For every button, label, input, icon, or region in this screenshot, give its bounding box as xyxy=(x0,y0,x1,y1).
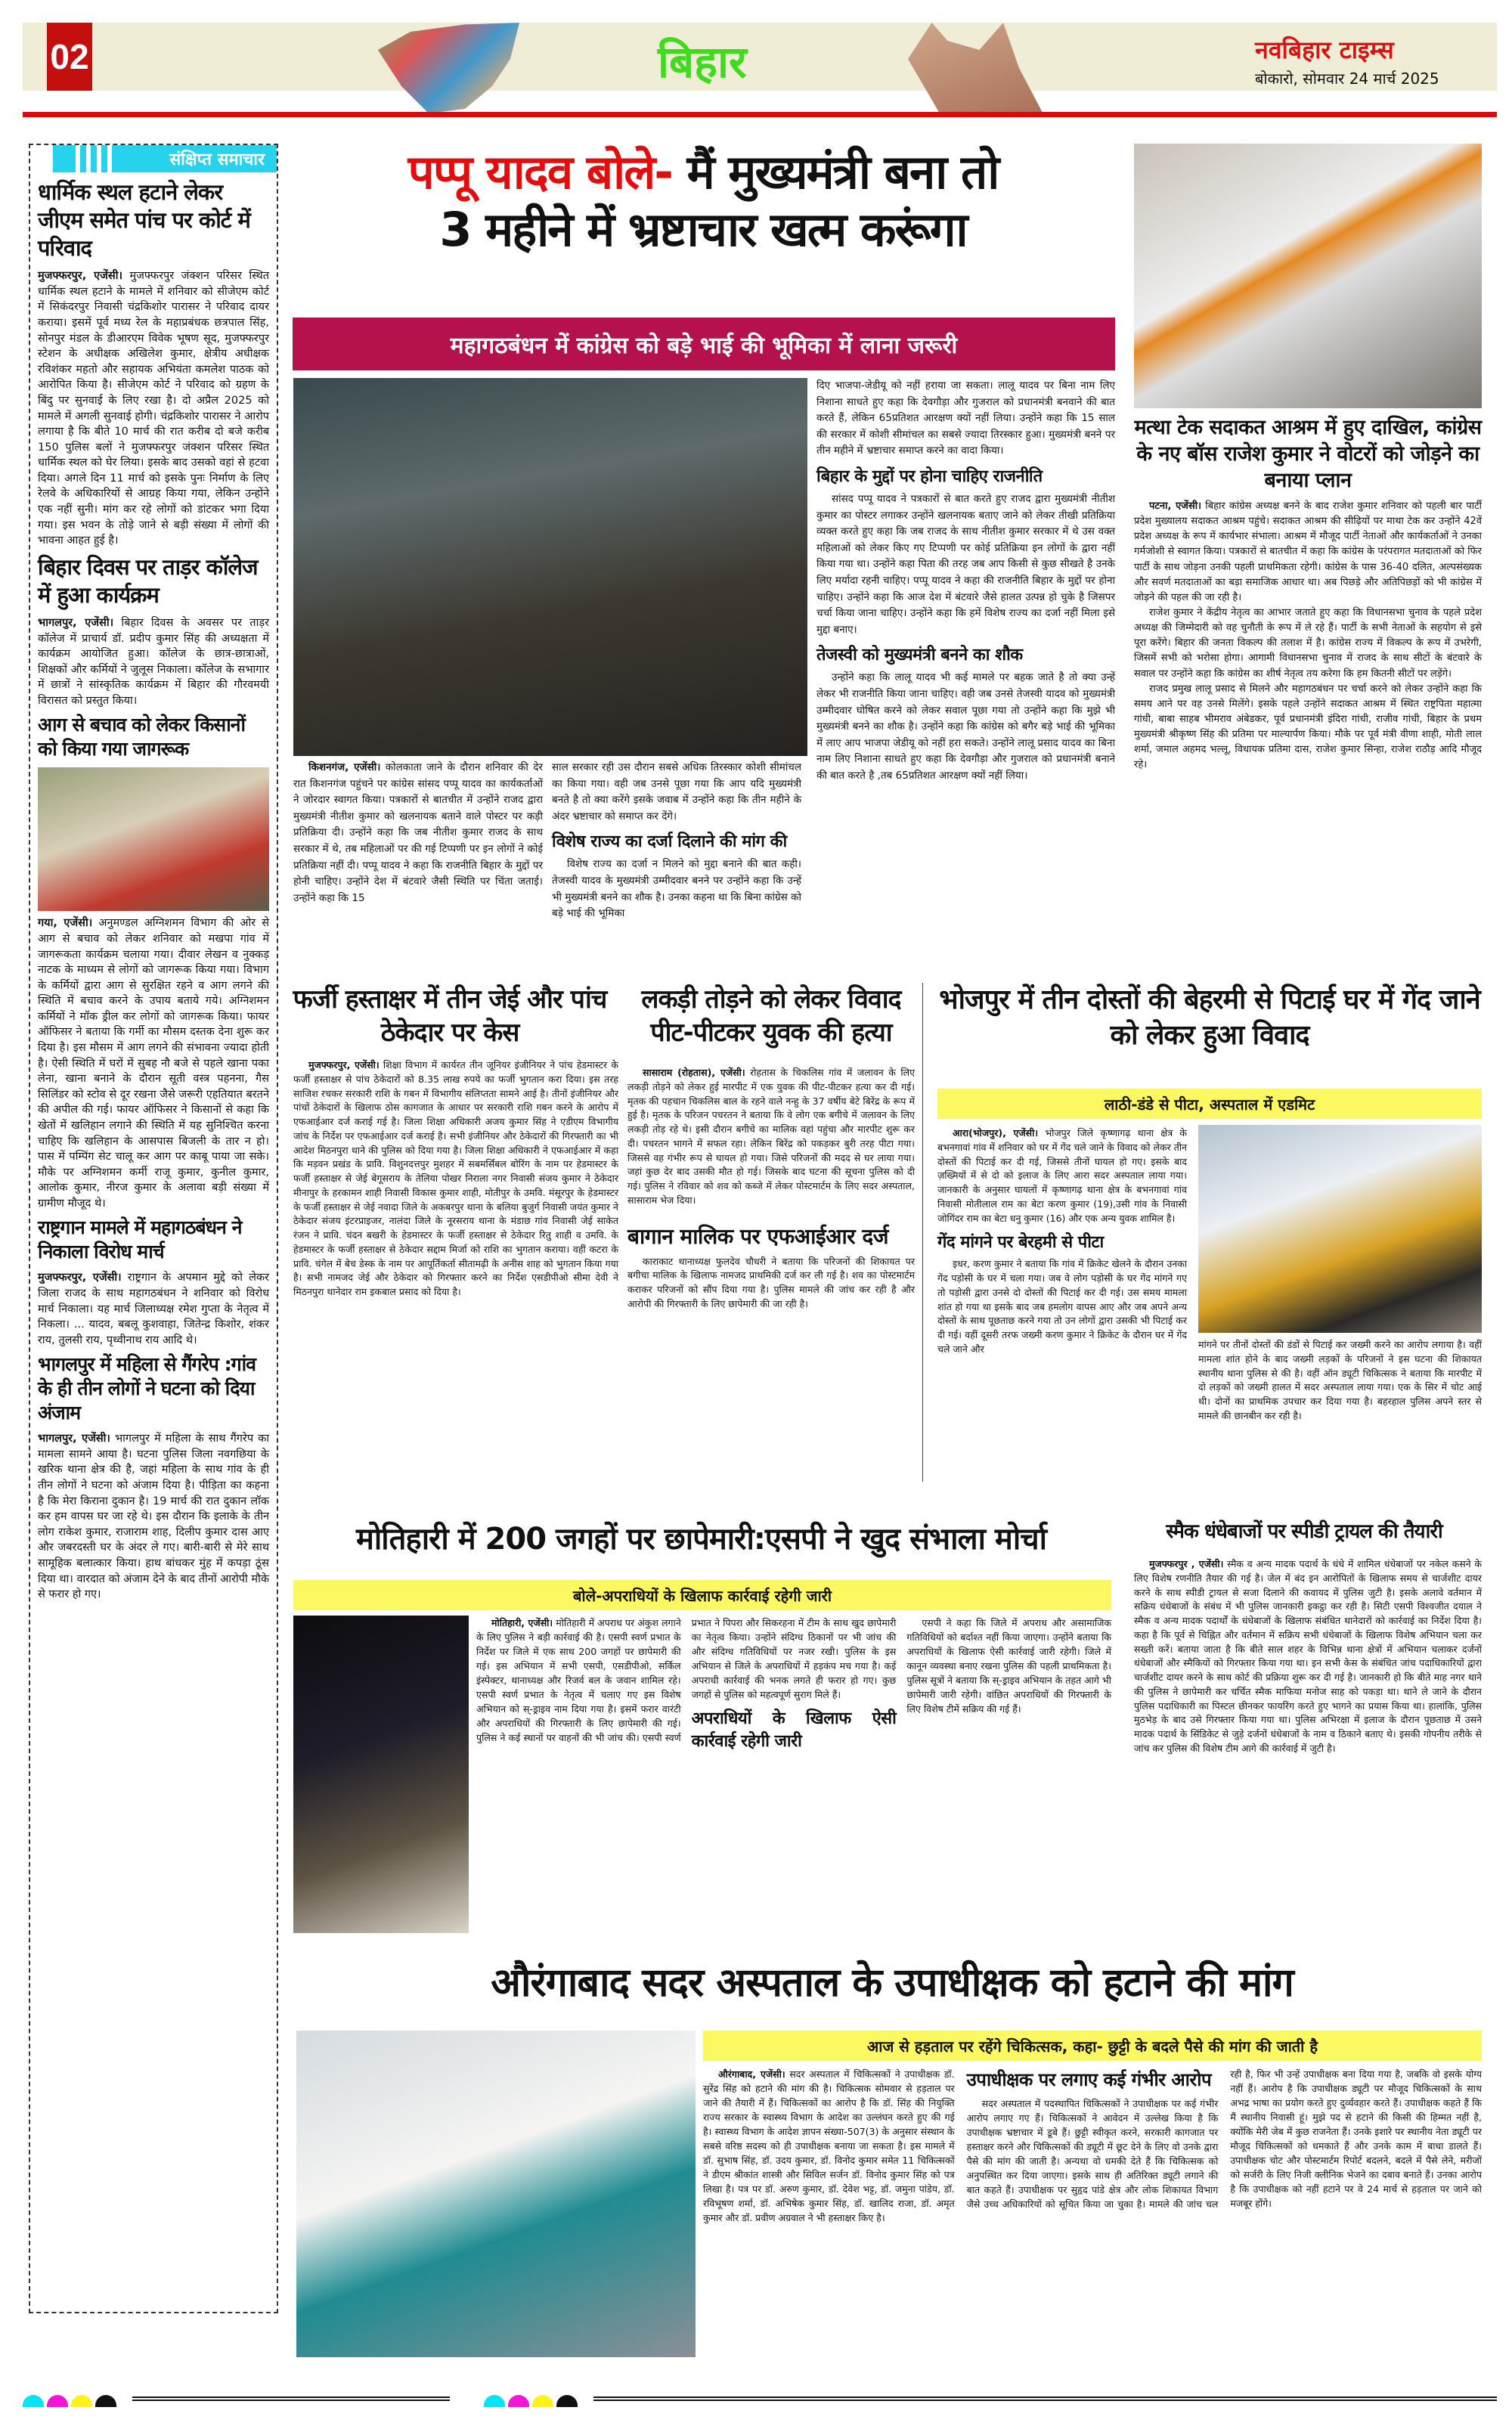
fire-awareness-photo xyxy=(38,767,269,911)
brief-headline: धार्मिक स्थल हटाने लेकर जीएम समेत पांच पर कोर्ट में परिवाद xyxy=(38,179,250,262)
subsection-title: बागान मालिक पर एफआईआर दर्ज xyxy=(627,1223,889,1249)
lead-headline xyxy=(291,144,1115,258)
subsection-title: अपराधियों के खिलाफ ऐसी कार्रवाई रहेगी जारी xyxy=(691,1709,897,1751)
brief-text: राष्ट्रगान के अपमान मुद्दे को लेकर जिला राजद के साथ महागठबंधन ने शनिवार को विरोध मार्च निकाला। यह मार्च जिलाध्यक्ष रमेश गुप्ता के नेतृत्व में निकला। ... यादव, बबलू कुशवाहा, जितेन्द्र किशोर, शंकर राय, तुलसी राय, पृथ्वीनाथ राय आदि थे। xyxy=(38,1272,269,1346)
police-raid-photo xyxy=(293,1616,469,1933)
hospital-doctors-photo xyxy=(296,2031,696,2357)
lead-text: साल सरकार रही उस दौरान सबसे अधिक तिरस्कार कोशी सीमांचल का किया गया। वही जब उनसे पूछा गया कि आप यदि मुख्यमंत्री बनते है तो क्या करेंगे इसके जवाब में उन्होंने कहा कि तीन महीने के अंदर भ्रष्टाचार को समाप्त कर देंगे। xyxy=(552,761,801,823)
briefs-column xyxy=(29,144,278,2313)
pappu-yadav-crowd-photo xyxy=(293,378,807,756)
dateline: औरंगाबाद, एजेंसी। xyxy=(718,2068,785,2080)
brief-headline: राष्ट्रगान मामले में महागठबंधन ने निकाला विरोध मार्च xyxy=(38,1216,242,1263)
dateline: भागलपुर, एजेंसी। xyxy=(38,616,114,629)
injured-youth-photo xyxy=(1198,1125,1482,1333)
brief-text: बिहार दिवस के अवसर पर ताड़र कॉलेज में प्राचार्य डॉ. प्रदीप कुमार सिंह की अध्यक्षता में कार्यक्रम आयोजित हुआ। कॉलेज के छात्र-छात्राओं, शिक्षकों और कर्मियों ने जुलूस निकाला। कॉलेज के सभागार में छात्रों ने सांस्कृतिक कार्यक्रम में बिहार की गौरवमयी विरासत को प्रस्तुत किया। xyxy=(38,616,270,707)
bhojpur-headline: भोजपुर में तीन दोस्तों की बेहरमी से पिटाई घर में गेंद जाने को लेकर हुआ विवाद xyxy=(939,984,1480,1051)
dateline: भागलपुर, एजेंसी। xyxy=(38,1433,110,1445)
lead-headline-red: पप्पू यादव बोले- xyxy=(407,144,672,200)
story-text: सदर अस्पताल में पदस्थापित चिकित्सकों ने उपाधीक्षक पर कई गंभीर आरोप लगाए गए हैं। चिकित्सकों ने आवेदन में उल्लेख किया है कि उपाधीक्षक भ्रष्टाचार में डूबे हैं। छुट्टी स्वीकृत करने, सरकारी कागजात पर हस्ताक्षर करने और चिकित्सकों की ड्यूटी में छूट देने के लिए वो उनके द्वारा पैसे की मांग की जाती है। अन्यथा वो धमकी देते हैं कि चिकित्सक को अनुपस्थित कर दिया जाएगा। इसके साथ ही अतिरिक्त ड्यूटी लगाने की बात कहते हैं। उपाधीक्षक पर सुहृद पांडे क्षेत्र और लोक शिकायत विभाग जैसे उच्च अधिकारियों को सूचित किया जा चुका है। मामले की जांच चल रही है, फिर भी उन्हें उपाधीक्षक बना दिया गया है, जबकि वो इसके योग्य नहीं हैं। आरोप है कि उपाधीक्षक ड्यूटी पर मौजूद चिकित्सकों के साथ अभद्र भाषा का प्रयोग करते हुए दुर्व्यवहार करते हैं। उपाधीक्षक कहते हैं कि मैं स्थानीय निवासी हूं। मुझे पद से हटाने की किसी की हिम्मत नहीं है, क्योंकि मेरी जेब में कुछ राजनेता हैं। उनके इशारे पर स्थानीय नेता ड्यूटी पर मौजूद चिकित्सकों को धमकाते हैं और उनके काम में बाधा डालते हैं। उपाधीक्षक चोट और पोस्टमार्टम रिपोर्ट बदलने, बदले में पैसे लेने, मरीजों को सर्जरी के लिए निजी क्लीनिक भेजने का दबाव बनाते हैं। उनका आरोप है कि उपाधीक्षक को नहीं हटाने पर वे 24 मार्च से हड़ताल पर जाने को मजबूर होंगे। xyxy=(966,2068,1482,2210)
brief-body xyxy=(38,268,269,548)
lead-subsection-title: तेजस्वी को मुख्यमंत्री बनने का शौक xyxy=(816,646,1023,665)
lead-headline-line1: मैं मुख्यमंत्री बना तो xyxy=(686,144,999,200)
brief-text: मुजफ्फरपुर जंक्शन परिसर स्थित धार्मिक स्थल हटाने के मामले में शनिवार को सीजेएम कोर्ट में सिकंदरपुर निवासी चंद्रकिशोर पारासर ने परिवाद दायर कराया। इसमें पूर्व मध्य रेल के महाप्रबंधक छत्रपाल सिंह, सोनपुर मंडल के डीआरएम विवेक भूषण सूद, मुजफ्फरपुर स्टेशन के अधीक्षक अखिलेश कुमार, क्षेत्रीय अधीक्षक रविशंकर महतो और सहायक अभियंता कमलेश पाठक को आरोपित किया है। सीजेएम कोर्ट ने परिवाद को ग्रहण के बिंदु पर सुनवाई के लिए रखा है। दो अप्रैल 2025 को मामले में अगली सुनवाई होगी। चंद्रकिशोर पारासर ने आरोप लगाया है कि बीते 10 मार्च की रात करीब दो बजे करीब 150 पुलिस बलों ने मुजफ्फरपुर जंक्शन परिसर स्थित धार्मिक स्थल को घेर लिया। इसके बाद उसको वहां से हटवा दिया। अगले दिन 11 मार्च को इसके पुनः निर्माण के लिए रेलवे के अधिकारियों से आग्रह किया गया, लेकिन उन्होंने एक नहीं सुनी। मांग कर रहे लोगों को डांटकर भगा दिया गया। इस भवन के तोड़े जाने से बड़ी संख्या में लोगों की भावना आहत हुई है। xyxy=(38,270,269,547)
lead-text: कोलकाता जाने के दौरान शनिवार की देर रात किशनगंज पहुंचने पर कांग्रेस सांसद पप्पू यादव का कार्यकर्ताओं ने जोरदार स्वागत किया। पत्रकारों से बातचीत में उन्होंने राजद द्वारा मुख्यमंत्री नीतीश कुमार को खलनायक बताने वाले पोस्टर पर कड़ी प्रतिक्रिया दी। उन्होंने कहा कि जब नीतीश कुमार राजद के साथ सरकार में थे, तब महिलाओं पर की गई टिप्पणी पर इन लोगों ने कोई प्रतिक्रिया नहीं दी। पप्पू यादव ने कहा कि राजनीति बिहार के मुद्दों पर होनी चाहिए। उन्होंने देश में बंटवारे जैसी स्थिति पर चिंता जताई। उन्होंने कहा कि 15 xyxy=(293,761,543,904)
dateline: पटना, एजेंसी। xyxy=(1149,500,1202,512)
right-story-text: राजद प्रमुख लालू प्रसाद से मिलने और महागठबंधन पर चर्चा करने को लेकर उन्होंने कहा कि समय आने पर वह उनसे मिलेंगे। इसके पहले उन्होंने सदाकत आश्रम में स्थित राष्ट्रपिता महात्मा गांधी, बाबा साहब भीमराव अंबेडकर, पूर्व प्रधानमंत्री इंदिरा गांधी, राजीव गांधी, बिहार के प्रथम मुख्यमंत्री श्रीकृष्ण सिंह की प्रतिमा पर माल्यार्पण किया। मौके पर पूर्व मंत्री वीणा शाही, मोती लाल शर्मा, जमाल अहमद भल्लू, विधायक प्रतिमा दास, राजेश कुमार सिन्हा, राजेश राठौड़ आदि मौजूद रहे। xyxy=(1134,683,1482,771)
subsection-title: गेंद मांगने पर बेरहमी से पीटा xyxy=(937,1233,1104,1253)
page-number-badge: 02 xyxy=(47,23,92,91)
column-divider xyxy=(922,983,923,1482)
story-text: एसपी ने कहा कि जिले में अपराध और असामाजिक गतिविधियों को बर्दाश्त नहीं किया जाएगा। उन्होंने बताया कि अपराधियों के खिलाफ ऐसी कार्रवाई जारी रहेगी। जिले में कानून व्यवस्था बनाए रखना पुलिस की पहली प्राथमिकता है। पुलिस सूत्रों ने बताया कि स्-ड्राइव अभियान के तहत आगे भी छापेमारी जारी रहेगी। वांछित अपराधियों की गिरफ्तारी के लिए विशेष टीमें सक्रिय की गई हैं। xyxy=(906,1617,1111,1715)
lead-subsection-title: बिहार के मुद्दों पर होना चाहिए राजनीति xyxy=(816,466,1043,486)
black-mark xyxy=(95,2395,116,2407)
story-text: सदर अस्पताल में चिकित्सकों ने उपाधीक्षक डॉ. सुरेंद्र सिंह को हटाने की मांग की है। चिकित्सक सोमवार से हड़ताल पर जाने की तैयारी में हैं। चिकित्सकों का आरोप है कि डॉ. सिंह की नियुक्ति राज्य सरकार के स्वास्थ्य विभाग के आदेश का उल्लंघन करते हुए की गई है। स्वास्थ्य विभाग के आदेश ज्ञापन संख्या-507(3) के अनुसार संस्थान के सबसे वरिष्ठ सदस्य को ही उपाधीक्षक बनाया जा सकता है। इस मामले में डॉ. सुभाष सिंह, डॉ. उदय कुमार, डॉ. विनोद कुमार समेत 11 चिकित्सकों ने डीएम श्रीकांत शास्त्री और सिविल सर्जन डॉ. विनोद कुमार सिंह को पत्र लिखा है। पत्र पर डॉ. अरुण कुमार, डॉ. देवेश भट्ट, डॉ. जमुना पांडेय, डॉ. रविभूषण शर्मा, डॉ. अभिषेक कुमार सिंह, डॉ. खालिद राजा, डॉ. अमृत कुमार और डॉ. प्रवीण अग्रवाल ने भी हस्ताक्षर किए है। xyxy=(703,2068,955,2223)
brief-body xyxy=(38,615,269,708)
yellow-mark xyxy=(71,2395,92,2407)
fake-signature-headline: फर्जी हस्ताक्षर में तीन जेई और पांच ठेकेदार पर केस xyxy=(293,984,607,1049)
story-text: रोहतास के चिकलिस गांव में जलावन के लिए लकड़ी तोड़ने को लेकर हुई मारपीट में एक युवक की पीट-पीटकर हत्या कर दी गई। मृतक की पहचान चिकलिस बाल के रहने वाले नन्हु के 37 वर्षीय बेटे बिरेंद्र के रूप में हुई है। मृतक के परिजन पचरतन ने बताया कि वे लोग एक बगीचे में जलावन के लिए लकड़ी तोड़ रहे थे। इसी दौरान बगीचे का मालिक वहां पहुंचा और मारपीट शुरू कर दी। पचरतन भागने में सफल रहा। लेकिन बिरेंद्र को पकड़कर बुरी तरह पीटा गया। जिससे वह गंभीर रूप से घायल हो गया। जिसे परिजनों की मदद से घर लाया गया। जहां कुछ देर बाद उसकी मौत हो गई। जिसके बाद घटना की सूचना पुलिस को दी गई। पुलिस ने रविवार को शव को कब्जे में लेकर पोस्टमार्टम के लिए सदर अस्पताल, सासाराम भेज दिया। xyxy=(627,1067,915,1206)
briefs-title: संक्षिप्त समाचार xyxy=(169,150,265,169)
story-text: इधर, करण कुमार ने बताया कि गांव में क्रिकेट खेलने के दौरान उनका गेंद पड़ोसी के घर में चला गया। जब वे लोग पड़ोसी के घर गेंद मांगने गए तो पड़ोसी द्वारा उनसे दो दोस्तों की पिटाई कर दी गई। उस समय मामला शांत हो गया था इसके बाद जब हमलोग वापस आए और जब अपने अन्य दोस्तों के साथ पूछताछ करने गया तो उन लोगों द्वारा उसकी भी पिटाई कर दी गई। वहीं दूसरी तरफ जख्मी करण कुमार ने क्रिकेट के दौरान घर में गेंद चले जाने और xyxy=(937,1258,1187,1355)
dateline: किशनगंज, एजेंसी। xyxy=(308,761,381,773)
brief-body xyxy=(38,916,269,1211)
lead-text: उन्होंने कहा कि लालू यादव भी कई मामले पर बहक जाते है तो क्या उन्हें लेकर भी राजनीति किया जाना चाहिए। वही जब उनसे तेजस्वी यादव को मुख्यमंत्री उम्मीदवार घोषित करने को लेकर सवाल पूछा गया तो उन्होंने कहा कि मुझे भी मुख्यमंत्री बनने का शौक है। उन्होंने कहा कि कांग्रेस को बगैर बड़े भाई की भूमिका में लाए आप भाजपा जेडीयू को नहीं हरा सकते। उन्होंने लालू प्रसाद यादव का बिना नाम लिए निशाना साधते हुए कहा कि देवगौड़ा और गुजराल को प्रधानमंत्री बनाने की बात करते है ,तब 65प्रतिशत आरक्षण क्यों नहीं लिया। xyxy=(816,671,1115,782)
smack-headline: स्मैक धंधेबाजों पर स्पीडी ट्रायल की तैयारी xyxy=(1166,1520,1442,1543)
brief-body xyxy=(38,1431,269,1602)
section-title: बिहार xyxy=(658,36,747,88)
wood-dispute-headline: लकड़ी तोड़ने को लेकर विवाद पीट-पीटकर युवक की हत्या xyxy=(641,984,901,1049)
story-text: स्मैक व अन्य मादक पदार्थ के धंधे में शामिल धंधेबाजों पर नकेल कसने के लिए विशेष रणनीति तैयार की गई है। जेल में बंद इन आरोपितों के खिलाफ समय से चार्जशीट दायर करने के साथ स्पीडी ट्रायल से सजा दिलाने की कवायद में पुलिस जुटी है। इसके अलावे वर्तमान में सक्रिय धंधेबाजों के संबंध में भी पुलिस जानकारी इकट्ठा कर रही है। सिटी एसपी विश्वजीत दयाल ने स्मैक व अन्य मादक पदार्थों के धंधेबाजों के खिलाफ संबंधित थानेदारों को कार्रवाई का निर्देश दिया है। कहा है कि पूर्व से चिह्नित और वर्तमान में सक्रिय सभी धंधेबाजों के खिलाफ विशेष अभियान चला कर सख्ती करें। बताया जाता है कि बीते साल शहर के विभिन्न थाना क्षेत्रों में अभियान चलाकर दर्जनों धंधेबाजों और स्मैकियों को गिरफ्तार किया गया था। इन सभी केस के संबंधित जांच पदाधिकारियों द्वारा चार्जशीट दायर करने के साथ कोर्ट की प्रक्रिया शुरू कर दी गई है। जानकारी हो कि बीते माह नगर थाने की पुलिस ने छापेमारी कर चर्चित स्मैक माफिया मनोज साह को पकड़ा था। थाने ले जाने के दौरान पुलिस पदाधिकारी का पिस्टल छीनकर फायरिंग करते हुए भागने का प्रयास किया था। हालांकि, पुलिस मुठभेड़ के बाद उसे गिरफ्तार किया गया था। पुलिस अभिरक्षा में इलाज के दौरान पूछताछ में उसने मादक पदार्थ के सिंडिकेट से जुड़े दर्जनों धंधेबाजों के नाम व ठिकाने बताए थे। इसकी गोपनीय तरीके से जांच कर पुलिस की विशेष टीम आगे की कार्रवाई में जुटी है। xyxy=(1134,1558,1482,1754)
brief-text: अनुमण्डल अग्निशमन विभाग की ओर से आग से बचाव को लेकर शनिवार को मखपा गांव में जागरूकता कार्यक्रम चलाया गया। दीवार लेखन व नुक्कड़ नाटक के माध्यम से लोगों को जागरूक किया गया। विभाग के कर्मियों द्वारा आग से सुरक्षित रहने व आग लगने की स्थिति में बचाव करने के उपाय बताये गये। अग्निशमन कर्मियों ने मॉक ड्रील कर लोगों को जागरूक किया। फायर ऑफिसर ने बताया कि गर्मी का मौसम दस्तक देना शुरू कर दिया है। इस मौसम में आग लगने की संभावना ज्यादा होती है। ऐसी स्थिति में घरों में सुबह नौ बजे से पहले खाना पका लेना, खाना बनाने के दौरान सूती वस्त्र पहनना, गैस सिलिंडर को स्टोव से दूर रखना जैसे जरूरी एहतियात बरतने की अपील की गई। फायर ऑफिसर ने किसानों से कहा कि खेतों में खलिहान लगाने की स्थिति में यह सुनिश्चित करना चाहिए कि खलिहान के आसपास बिजली के तार न हो। पास में पम्पिंग सेट चालू कर आग पर काबू पाया जा सके। मौके पर अग्निशमन कर्मी राजू कुमार, कुनील कुमार, आलोक कुमार, नीरज कुमार के अलावा बड़ी संख्या में ग्रामीण मौजूद थे। xyxy=(38,917,270,1210)
paper-name: नवबिहार टाइम्स xyxy=(1255,36,1394,64)
lead-column-2 xyxy=(552,760,801,922)
brief-body xyxy=(38,1270,269,1348)
right-story-text: बिहार कांग्रेस अध्यक्ष बनने के बाद राजेश कुमार शनिवार को पहली बार पार्टी प्रदेश मुख्यालय सदाकत आश्रम पहुंचे। सदाकत आश्रम की सीढ़ियों पर माथा टेक कर उन्होंने 42वें प्रदेश अध्यक्ष के रूप में कार्यभार संभाला। आश्रम में मौजूद पार्टी नेताओं और कार्यकर्ताओं ने उनका गर्मजोशी से स्वागत किया। पत्रकारों से बातचीत में कहा कि कांग्रेस के परंपरागत मतदाताओं को फिर पार्टी के साथ जोड़ना उनकी पहली प्राथमिकता रहेगी। कांग्रेस के पास 36-40 दलित, अल्पसंख्यक और सवर्ण मतदाताओं का बड़ा समाजिक आधार था। अब पिछड़े और अतिपिछड़ों को भी कांग्रेस में जोड़ने की पहल की जा रही है। xyxy=(1134,500,1482,603)
magenta-mark xyxy=(47,2395,68,2407)
date-line: बोकारो, सोमवार 24 मार्च 2025 xyxy=(1255,70,1439,88)
smack-body xyxy=(1134,1557,1482,1756)
aurangabad-headline: औरंगाबाद सदर अस्पताल के उपाधीक्षक को हटाने की मांग xyxy=(491,1960,1294,2006)
right-story-body xyxy=(1134,499,1482,773)
dateline: मुजफ्फरपुर, एजेंसी। xyxy=(38,1272,122,1284)
briefs-title-band xyxy=(53,145,277,172)
motihari-subhead-band: बोले-अपराधियों के खिलाफ कार्रवाई रहेगी जारी xyxy=(293,1580,1111,1610)
lead-subsection-title: विशेष राज्य का दर्जा दिलाने की मांग की xyxy=(552,832,787,852)
motihari-headline: मोतिहारी में 200 जगहों पर छापेमारी:एसपी ने खुद संभाला मोर्चा xyxy=(356,1522,1046,1557)
aurangabad-subhead-band: आज से हड़ताल पर रहेंगे चिकित्सक, कहा- छुट्टी के बदले पैसे की मांग की जाती है xyxy=(703,2031,1482,2061)
bhojpur-body xyxy=(937,1126,1187,1357)
bhojpur-subhead-band: लाठी-डंडे से पीटा, अस्पताल में एडमिट xyxy=(937,1089,1482,1119)
lead-text: दिए भाजपा-जेडीयू को नहीं हराया जा सकता। लालू यादव पर बिना नाम लिए निशाना साधते हुए कहा कि देवगौड़ा और गुजराल को प्रधानमंत्री बनवाने की बात करते हैं, लेकिन 65प्रतिशत आरक्षण क्यों नहीं लिया। उन्होंने कहा कि 15 साल की सरकार में कोशी सीमांचल का सबसे ज्यादा तिरस्कार हुआ। मुख्यमंत्री बनने पर तीन महीने में भ्रष्टाचार समाप्त करने का वादा किया। xyxy=(816,380,1115,457)
lead-text: सांसद पप्पू यादव ने पत्रकारों से बात करते हुए राजद द्वारा मुख्यमंत्री नीतीश कुमार का पोस्टर लगाकर उन्होंने खलनायक बताए जाने को लेकर तीखी प्रतिक्रिया व्यक्त करते हुए कहा कि जब राजद के साथ नीतीश कुमार सरकार में थे उस वक्त महिलाओं को लेकर किए गए टिप्पणी पर कोई प्रतिक्रिया इन लोगों के द्वारा नहीं किया गया था। उन्होंने कहा पिता की तरह जब आप किसी से कुछ सीखते है उनके लिए मर्यादा रहनी चाहिए। पप्पू यादव ने कहा की राजनीति बिहार के मुद्दों पर होना चाहिए। उन्होंने कहा कि आज देश में बंटवारे जैसे हालत उत्पन्न हो चुके है जिसपर चर्चा किया जाना चाहिए। उन्होंने कहा कि हमें विशेष राज्य का दर्जा नहीं मिला इसे मुद्दा बनाए। xyxy=(816,492,1115,636)
wood-dispute-body xyxy=(627,1066,915,1312)
story-text: काराकाट थानाध्यक्ष फुलदेव चौधरी ने बताया कि परिजनों की शिकायत पर बगीचा मालिक के खिलाफ नामजद प्राथमिकी दर्ज कर ली गई है। शव का पोस्टमार्टम कराकर परिजनों को सौंप दिया गया है। पुलिस मामले की जांच कर रही है और आरोपी की गिरफ्तारी के लिए छापेमारी की जा रही है। xyxy=(627,1255,915,1309)
dateline: सासाराम (रोहतास), एजेंसी। xyxy=(643,1067,745,1078)
story-text: शिक्षा विभाग में कार्यरत तीन जूनियर इंजीनियर ने पांच हेडमास्टर के फर्जी हस्ताक्षर से पांच ठेकेदारों को 8.35 लाख रुपये का फर्जी भुगतान करा दिया। इस तरह साजिश रचकर सरकारी राशि के गबन में विभागीय संलिप्तता सामने आई है। तीनों इंजीनियर और पांचों ठेकेदारों के खिलाफ ठोस कागजात के आधार पर सरकारी राशि गबन करने के आरोप में एफआईआर दर्ज कराई गई है। जिला शिक्षा अधिकारी अजय कुमार सिंह ने एडीएम विभागीय जांच के निर्देश पर एफआईआर दर्ज कराई है। सभी इंजीनियर और ठेकेदारों की गिरफ्तारी का भी आदेश मिठनपुरा थाने की पुलिस को दिया गया है। जिला शिक्षा अधिकारी ने एफआईआर में कहा कि मड़वन प्रखंड के प्रावि. विशुनदत्तपुर मुशहर में सबमर्सिबल बोरिंग के नाम पर हेडमास्टर के फर्जी हस्ताक्षर से जेई बेगूसराय के तेलिया पोखर निराला नगर निवासी संजय कुमार ने ठेकेदार मीनापुर के हरकामन शाही निवासी विकास कुमार शाही, मोतीपुर के उमवि. मंसूरपुर के हेडमास्टर के फर्जी हस्ताक्षर से जेई नवादा जिले के अकबरपुर थाना के बलिया बुजुर्ग निवासी जयंत कुमार ने ठेकेदार संजय इंटरप्राइजर, नालंदा जिले के नूरसराय थाना के मंडाछ गांव निवासी जेई साकेत रंजन ने प्रावि. चंदन बखरी के हेडमास्टर के फर्जी हस्ताक्षर से ठेकेदार रितु शाही व उमवि. के हेडमास्टर के फर्जी हस्ताक्षर से ठेकेदार सद्दाम मिर्जा को राशि का भुगतान कराया। वहीं कटरा के प्रावि. चंगेल में बेच डेस्क के नाम पर आपूर्तिकर्ता सीतामढ़ी के अनीस शाह को भुगतान किया गया है। सभी नामजद जेई और ठेकेदार को गिरफ्तार करने का निर्देश एसडीपीओ सीमा देवी ने मिठनपुरा थानेदार राम इकबाल प्रसाद को दिया है। xyxy=(293,1059,618,1297)
story-text: भोजपुर जिले कृष्णागढ़ थाना क्षेत्र के बभनगावां गांव में शनिवार को घर में गेंद चले जाने के विवाद को लेकर तीन दोस्तों की पिटाई कर दी गई, जिससे तीनों घायल हो गए। इसके बाद ज़ख्मियों में से दो को इलाज के लिए आरा सदर अस्पताल लाया गया। जानकारी के अनुसार घायलों में कृष्णागढ़ थाना क्षेत्र के बभनगावां गांव निवासी मोतीलाल राम का बेटा करण कुमार (19),उसी गांव के निवासी जोगिंदर राम का बेटा धनु कुमार (16) और एक अन्य युवक शामिल है। xyxy=(937,1127,1187,1224)
dateline: मोतिहारी, एजेंसी। xyxy=(491,1617,553,1628)
right-story-headline: मत्था टेक सदाकत आश्रम में हुए दाखिल, कांग्रेस के नए बॉस राजेश कुमार ने वोटरों को जोड़ने का बनाया प्लान xyxy=(1134,416,1482,493)
brief-headline: आग से बचाव को लेकर किसानों को किया गया जागरूक xyxy=(38,714,246,761)
dateline: मुजफ्फरपुर , एजेंसी। xyxy=(1149,1558,1224,1569)
stripe-decoration xyxy=(76,145,113,172)
lead-text: विशेष राज्य का दर्जा न मिलने को मुद्दा बनाने की बात कही। तेजस्वी यादव के मुख्यमंत्री उम्मीदवार बनने पर उन्होंने कहा कि उन्हें भी मुख्यमंत्री बनने का शौक है। उनका कहना था कि बिना कांग्रेस को बड़े भाई की भूमिका xyxy=(552,858,801,920)
brief-text: भागलपुर में महिला के साथ गैंगरेप का मामला सामने आया है। घटना पुलिस जिला नवगछिया के खरिक थाना क्षेत्र की है, जहां महिला के साथ गांव के ही तीन लोगों ने घटना को अंजाम दिया है। पीड़िता का कहना है कि मेरा किराना दुकान है। 19 मार्च की रात दुकान लॉक कर हम वापस घर जा रहे थे। इस दौरान कि इलाके के तीन लोग राकेश कुमार, राजाराम शाह, दिलीप कुमार दास आए और जबरदस्ती घर के अंदर ले गए। बारी-बारी से मेरे साथ सामूहिक बलात्कार किया। हाथ बांधकर मुंह में कपड़ा ठूंस दिया था। वारदात को अंजाम देने के बाद तीनों आरोपी मौके से फरार हो गए। xyxy=(38,1433,270,1601)
cyan-mark xyxy=(23,2395,44,2407)
masthead-rule xyxy=(23,112,1497,117)
lead-column-1 xyxy=(293,760,543,906)
lead-column-3 xyxy=(816,378,1115,784)
fake-signature-body xyxy=(293,1058,618,1300)
rajesh-kumar-photo xyxy=(1134,144,1482,408)
registration-marks-left xyxy=(23,2395,116,2407)
black-mark xyxy=(556,2395,578,2407)
brief-headline: भागलपुर में महिला से गैंगरेप :गांव के ही तीन लोगों ने घटना को दिया अंजाम xyxy=(38,1353,256,1424)
footer-rule xyxy=(132,2396,450,2401)
dateline: मुजफ्फरपुर, एजेंसी। xyxy=(308,1059,380,1070)
dateline: मुजफ्फरपुर, एजेंसी। xyxy=(38,270,122,283)
aurangabad-body xyxy=(703,2067,1482,2369)
right-story-text: राजेश कुमार ने केंद्रीय नेतृत्व का आभार जताते हुए कहा कि विधानसभा चुनाव के पहले प्रदेश अध्यक्ष की जिम्मेदारी को वह चुनौती के रूप में ले रहे हैं। पार्टी के सभी नेताओं के सहयोग से इसे पूरा करेंगे। बिहार की जनता विकल्प की तलाश में है। कांग्रेस राज्य में विकल्प के रूप में उभरेगी, जिसमें सभी को भरोसा होगा। आगामी विधानसभा चुनाव में राजद के साथ सीटों के बंटवारे के सवाल पर उन्होंने कहा कि कांग्रेस का शीर्ष नेतृत्व तय करेगा कि हम कितनी सीटों पर लड़ेंगे। xyxy=(1134,606,1482,680)
dateline: आरा(भोजपुर), एजेंसी। xyxy=(953,1127,1039,1139)
yellow-mark xyxy=(532,2395,553,2407)
dateline: गया, एजेंसी। xyxy=(38,917,93,930)
story-text: मोतिहारी में अपराध पर अंकुश लगाने के लिए पुलिस ने बड़ी कार्रवाई की है। एसपी स्वर्ण प्रभात के निर्देश पर जिले में एक साथ 200 जगहों पर छापेमारी की गई। इस अभियान में सभी एसपी, एसडीपीओ, सर्किल इंस्पेक्टर, थानाध्यक्ष और रिजर्व बल के जवान शामिल रहे। एसपी स्वर्ण प्रभात के नेतृत्व में चलाए गए इस विशेष अभियान को स्-ड्राइव नाम दिया गया है। इसमें फरार वारंटी और अपराधियों की गिरफ्तारी के लिए छापेमारी की गई। पुलिस ने कई स्थानों पर वाहनों की भी जांच की। एसपी स्वर्ण प्रभात ने पिपरा और सिकरहना में टीम के साथ खुद छापेमारी का नेतृत्व किया। उन्होंने संदिग्ध ठिकानों पर भी जांच की और संदिग्ध गतिविधियों पर नजर रखी। पुलिस के इस अभियान से जिले के अपराधियों में हड़कंप मच गया है। कई अपराधी कार्रवाई की भनक लगते ही फरार हो गए। कुछ जगहों से पुलिस को महत्वपूर्ण सुराग मिले हैं। xyxy=(476,1617,897,1743)
cyan-mark xyxy=(484,2395,505,2407)
registration-marks-center xyxy=(484,2395,578,2407)
lead-subhead-band: महागठबंधन में कांग्रेस को बड़े भाई की भूमिका में लाना जरूरी xyxy=(293,318,1115,370)
magenta-mark xyxy=(508,2395,529,2407)
bhojpur-body-continued: मांगने पर तीनों दोस्तों की डंडों से पिटाई कर जख्मी करने का आरोप लगाया है। वहीं मामला शांत होने के बाद जख्मी लड़कों के परिजनों ने इस घटना की शिकायत स्थानीय थाना पुलिस से की है। वहीं ऑन ड्यूटी चिकित्सक ने बताया कि मारपीट में दो लड़कों को जख्मी हालत में सदर अस्पताल लाया गया। एक के सिर में चोट आई थी। दोनों का प्राथमिक उपचार कर दिया गया है। बहरहाल पुलिस अपने स्तर से मामले की छानबीन कर रही है। xyxy=(1198,1339,1482,1421)
motihari-body xyxy=(476,1616,1111,1752)
subsection-title: उपाधीक्षक पर लगाए कई गंभीर आरोप xyxy=(966,2069,1212,2090)
lead-headline-line2: 3 महीने में भ्रष्टाचार खत्म करूंगा xyxy=(439,201,967,257)
brief-headline: बिहार दिवस पर ताड़र कॉलेज में हुआ कार्यक्रम xyxy=(38,553,258,608)
footer-rule xyxy=(593,2396,1497,2401)
